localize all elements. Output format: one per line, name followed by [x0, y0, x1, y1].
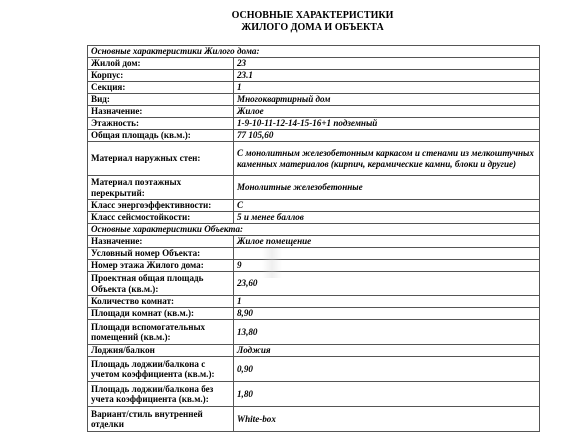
- row-value: 1,80: [234, 382, 540, 407]
- row-value: 77 105,60: [234, 130, 540, 142]
- row-label: Площадь лоджии/балкона без учета коэффициента (кв.м.):: [88, 382, 234, 407]
- section-header-building: [88, 46, 540, 58]
- row-label: Класс энергоэффективности:: [88, 200, 234, 212]
- row-label: Количество комнат:: [88, 296, 234, 308]
- table-row: [88, 236, 540, 248]
- row-label: Площади комнат (кв.м.):: [88, 308, 234, 320]
- table-row: [88, 142, 540, 176]
- table-row: [88, 94, 540, 106]
- row-value: 0,90: [234, 357, 540, 382]
- row-value: 9: [234, 260, 540, 272]
- row-label: Проектная общая площадь Объекта (кв.м.):: [88, 272, 234, 296]
- row-value: 23.1: [234, 70, 540, 82]
- table-row: [88, 212, 540, 224]
- table-row: [88, 382, 540, 407]
- document-title: [0, 10, 585, 34]
- row-value: 1-9-10-11-12-14-15-16+1 подземный: [234, 118, 540, 130]
- row-value: White-box: [234, 407, 540, 432]
- blurred-region: [262, 248, 282, 278]
- table-row: [88, 272, 540, 296]
- row-value: 1: [234, 296, 540, 308]
- table-row: [88, 248, 540, 260]
- row-label: Общая площадь (кв.м.):: [88, 130, 234, 142]
- row-label: Жилой дом:: [88, 58, 234, 70]
- table-row: [88, 200, 540, 212]
- row-label: Площади вспомогательных помещений (кв.м.):: [88, 320, 234, 345]
- row-value: Жилое: [234, 106, 540, 118]
- section-title-object: Основные характеристики Объекта:: [88, 224, 540, 236]
- row-label: Площадь лоджии/балкона с учетом коэффициента (кв.м.):: [88, 357, 234, 382]
- table-row: [88, 82, 540, 94]
- table-row: [88, 58, 540, 70]
- row-label: Материал наружных стен:: [88, 142, 234, 176]
- row-value: 8,90: [234, 308, 540, 320]
- row-label: Лоджия/балкон: [88, 345, 234, 357]
- row-label: Материал поэтажных перекрытий:: [88, 176, 234, 200]
- row-value: 23: [234, 58, 540, 70]
- section-title-building: Основные характеристики Жилого дома:: [88, 46, 540, 58]
- row-value: 5 и менее баллов: [234, 212, 540, 224]
- title-line-2: ЖИЛОГО ДОМА И ОБЪЕКТА: [241, 22, 384, 33]
- row-label: Этажность:: [88, 118, 234, 130]
- row-label: Номер этажа Жилого дома:: [88, 260, 234, 272]
- row-label: Корпус:: [88, 70, 234, 82]
- row-value: Лоджия: [234, 345, 540, 357]
- characteristics-table: [87, 45, 540, 432]
- title-line-1: ОСНОВНЫЕ ХАРАКТЕРИСТИКИ: [231, 10, 394, 21]
- row-value: Многоквартирный дом: [234, 94, 540, 106]
- table-row: [88, 106, 540, 118]
- row-label: Вариант/стиль внутренней отделки: [88, 407, 234, 432]
- table-row: [88, 118, 540, 130]
- section-header-object: [88, 224, 540, 236]
- row-label: Класс сейсмостойкости:: [88, 212, 234, 224]
- table-row: [88, 357, 540, 382]
- table-row: [88, 407, 540, 432]
- row-label: Вид:: [88, 94, 234, 106]
- row-label: Назначение:: [88, 236, 234, 248]
- table-row: [88, 296, 540, 308]
- row-value: Монолитные железобетонные: [234, 176, 540, 200]
- table-row: [88, 176, 540, 200]
- row-value: 13,80: [234, 320, 540, 345]
- row-label: Условный номер Объекта:: [88, 248, 234, 260]
- row-value: Жилое помещение: [234, 236, 540, 248]
- row-value: 23,60: [234, 272, 540, 296]
- table-row: [88, 130, 540, 142]
- table-row: [88, 308, 540, 320]
- row-value: С: [234, 200, 540, 212]
- table-row: [88, 320, 540, 345]
- table-row: [88, 70, 540, 82]
- row-label: Назначение:: [88, 106, 234, 118]
- row-value: С монолитным железобетонным каркасом и стенами из мелкоштучных каменных материалов (кирпич, керамические камни, блоки и другие): [234, 142, 540, 176]
- row-value: 1: [234, 82, 540, 94]
- table-row: [88, 260, 540, 272]
- table-row: [88, 345, 540, 357]
- row-label: Секция:: [88, 82, 234, 94]
